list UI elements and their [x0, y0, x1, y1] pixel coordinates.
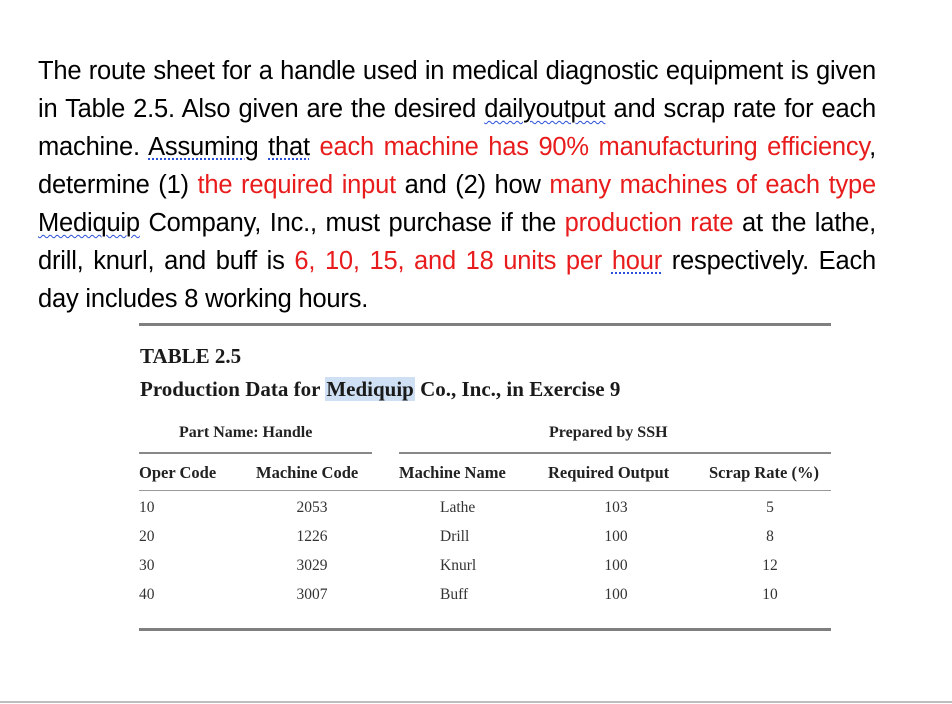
- table-cell-machine-code: 1226: [296, 528, 328, 545]
- table-number: TABLE 2.5: [140, 344, 242, 368]
- table-cell-machine-code: 2053: [296, 499, 328, 516]
- problem-text: Company, Inc., must purchase if the: [139, 209, 565, 237]
- page-bottom-border: [0, 701, 952, 703]
- column-header-required-output: Required Output: [548, 463, 670, 482]
- group-rule-left: [139, 452, 372, 454]
- problem-text: and scrap rate for each machine.: [38, 95, 876, 161]
- table-cell-machine-code: 3029: [296, 557, 328, 574]
- problem-text: , determine (1): [38, 133, 876, 199]
- table-cell-oper-code: 10: [139, 499, 155, 516]
- highlighted-text: each machine has 90% manufacturing efficiency: [319, 133, 870, 161]
- caption-text: Production Data for: [140, 377, 326, 401]
- prepared-by-label: Prepared by SSH: [549, 424, 668, 441]
- table-top-rule: [139, 323, 831, 326]
- grammar-flag-word[interactable]: hour: [611, 247, 663, 275]
- table-cell-scrap-rate: 12: [762, 557, 778, 574]
- table-cell-required-output: 103: [604, 499, 628, 516]
- table-cell-required-output: 100: [604, 586, 628, 603]
- part-name-label: Part Name: Handle: [179, 424, 313, 441]
- header-rule: [139, 490, 831, 491]
- spellcheck-word[interactable]: dailyoutput: [484, 95, 606, 123]
- table-cell-required-output: 100: [604, 528, 628, 545]
- table-caption: [140, 377, 620, 402]
- table-cell-oper-code: 40: [139, 586, 155, 603]
- column-header-machine-name: Machine Name: [399, 463, 506, 482]
- group-rule-right: [399, 452, 831, 454]
- table-cell-scrap-rate: 5: [766, 499, 774, 516]
- spellcheck-word[interactable]: Mediquip: [38, 209, 140, 237]
- problem-text: [258, 133, 268, 161]
- problem-text: and (2) how: [396, 171, 550, 199]
- column-header-scrap-rate: Scrap Rate (%): [709, 463, 819, 482]
- problem-text: respectively. Each day includes 8 working hours.: [38, 247, 876, 313]
- table-cell-machine-name: Knurl: [440, 557, 477, 574]
- table-cell-machine-name: Buff: [440, 586, 469, 603]
- column-header-oper-code: Oper Code: [139, 463, 217, 482]
- highlighted-text: the required input: [197, 171, 396, 199]
- highlighted-text: many machines of each type: [549, 171, 876, 199]
- selected-text[interactable]: Mediquip: [326, 377, 414, 401]
- grammar-flag-word[interactable]: that: [268, 133, 310, 161]
- table-cell-machine-name: Lathe: [440, 499, 476, 516]
- problem-text: [310, 133, 320, 161]
- table-bottom-rule: [139, 628, 831, 631]
- caption-text: Co., Inc., in Exercise 9: [414, 377, 621, 401]
- problem-statement: [38, 52, 876, 318]
- problem-text: The route sheet for a handle used in medical diagnostic equipment is given in Table 2.5. Also given are the desired: [38, 57, 876, 123]
- highlighted-text: 6, 10, 15, and 18 units per: [294, 247, 612, 275]
- table-cell-required-output: 100: [604, 557, 628, 574]
- column-header-machine-code: Machine Code: [256, 463, 359, 482]
- table-cell-oper-code: 30: [139, 557, 155, 574]
- table-cell-oper-code: 20: [139, 528, 155, 545]
- table-cell-scrap-rate: 10: [762, 586, 778, 603]
- problem-text: at the lathe, drill, knurl, and buff is: [38, 209, 876, 275]
- table-cell-scrap-rate: 8: [766, 528, 774, 545]
- table-cell-machine-name: Drill: [440, 528, 470, 545]
- highlighted-text: production rate: [564, 209, 734, 237]
- grammar-flag-word[interactable]: Assuming: [148, 133, 259, 161]
- table-cell-machine-code: 3007: [296, 586, 328, 603]
